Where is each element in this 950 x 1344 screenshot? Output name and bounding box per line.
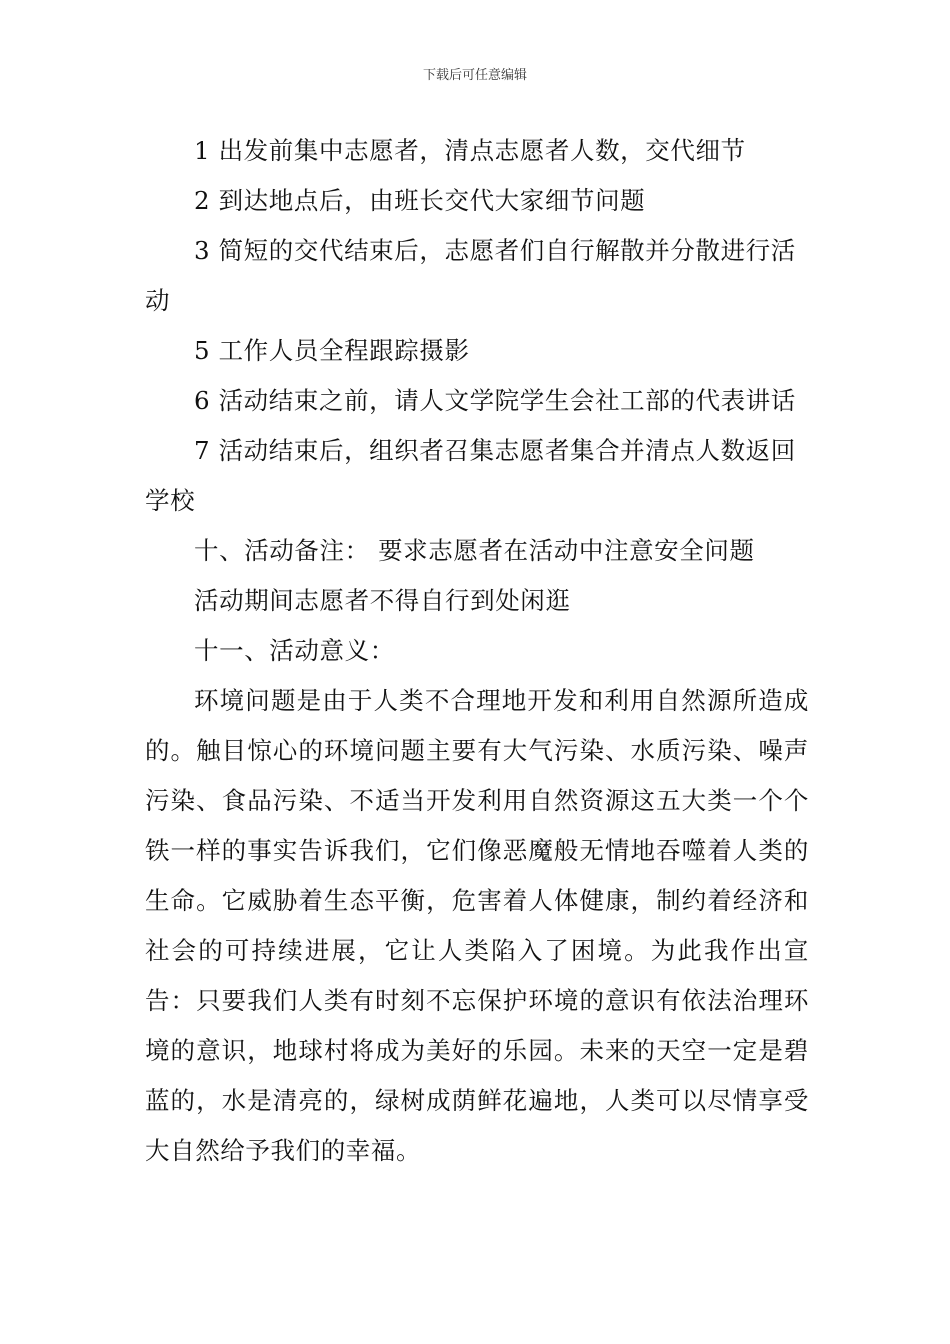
step-6-paragraph: 6 活动结束之前，请人文学院学生会社工部的代表讲话 [194,386,796,415]
activity-notes-paragraph: 十、活动备注： 要求志愿者在活动中注意安全问题 [194,536,755,565]
activity-significance-paragraph: 环境问题是由于人类不合理地开发和利用自然源所造成的。触目惊心的环境问题主要有大气污染、水质污染、噪声污染、食品污染、不适当开发利用自然资源这五大类一个个铁一样的事实告诉我们，它们像恶魔般无情地吞噬着人类的生命。它威胁着生态平衡，危害着人体健康，制约着经济和社会的可持续进展，它让人类陷入了困境。为此我作出宣告：只要我们人类有时刻不忘保护环境的意识有依法治理环境的意识，地球村将成为美好的乐园。未来的天空一定是碧蓝的，水是清亮的，绿树成荫鲜花遍地，人类可以尽情享受大自然给予我们的幸福。 [145,686,809,1165]
step-1-paragraph: 1 出发前集中志愿者，清点志愿者人数，交代细节 [194,136,746,165]
page-header-note: 下载后可任意编辑 [422,68,527,83]
step-7-paragraph: 7 活动结束后，组织者召集志愿者集合并清点人数返回学校 [145,436,796,515]
step-3-paragraph: 3 简短的交代结束后，志愿者们自行解散并分散进行活动 [145,236,796,315]
document-body [145,126,809,1176]
step-2-paragraph: 2 到达地点后，由班长交代大家细节问题 [194,186,646,215]
activity-notes-continuation: 活动期间志愿者不得自行到处闲逛 [194,586,571,615]
step-5-paragraph: 5 工作人员全程跟踪摄影 [194,336,470,365]
activity-significance-heading: 十一、活动意义： [194,636,395,665]
